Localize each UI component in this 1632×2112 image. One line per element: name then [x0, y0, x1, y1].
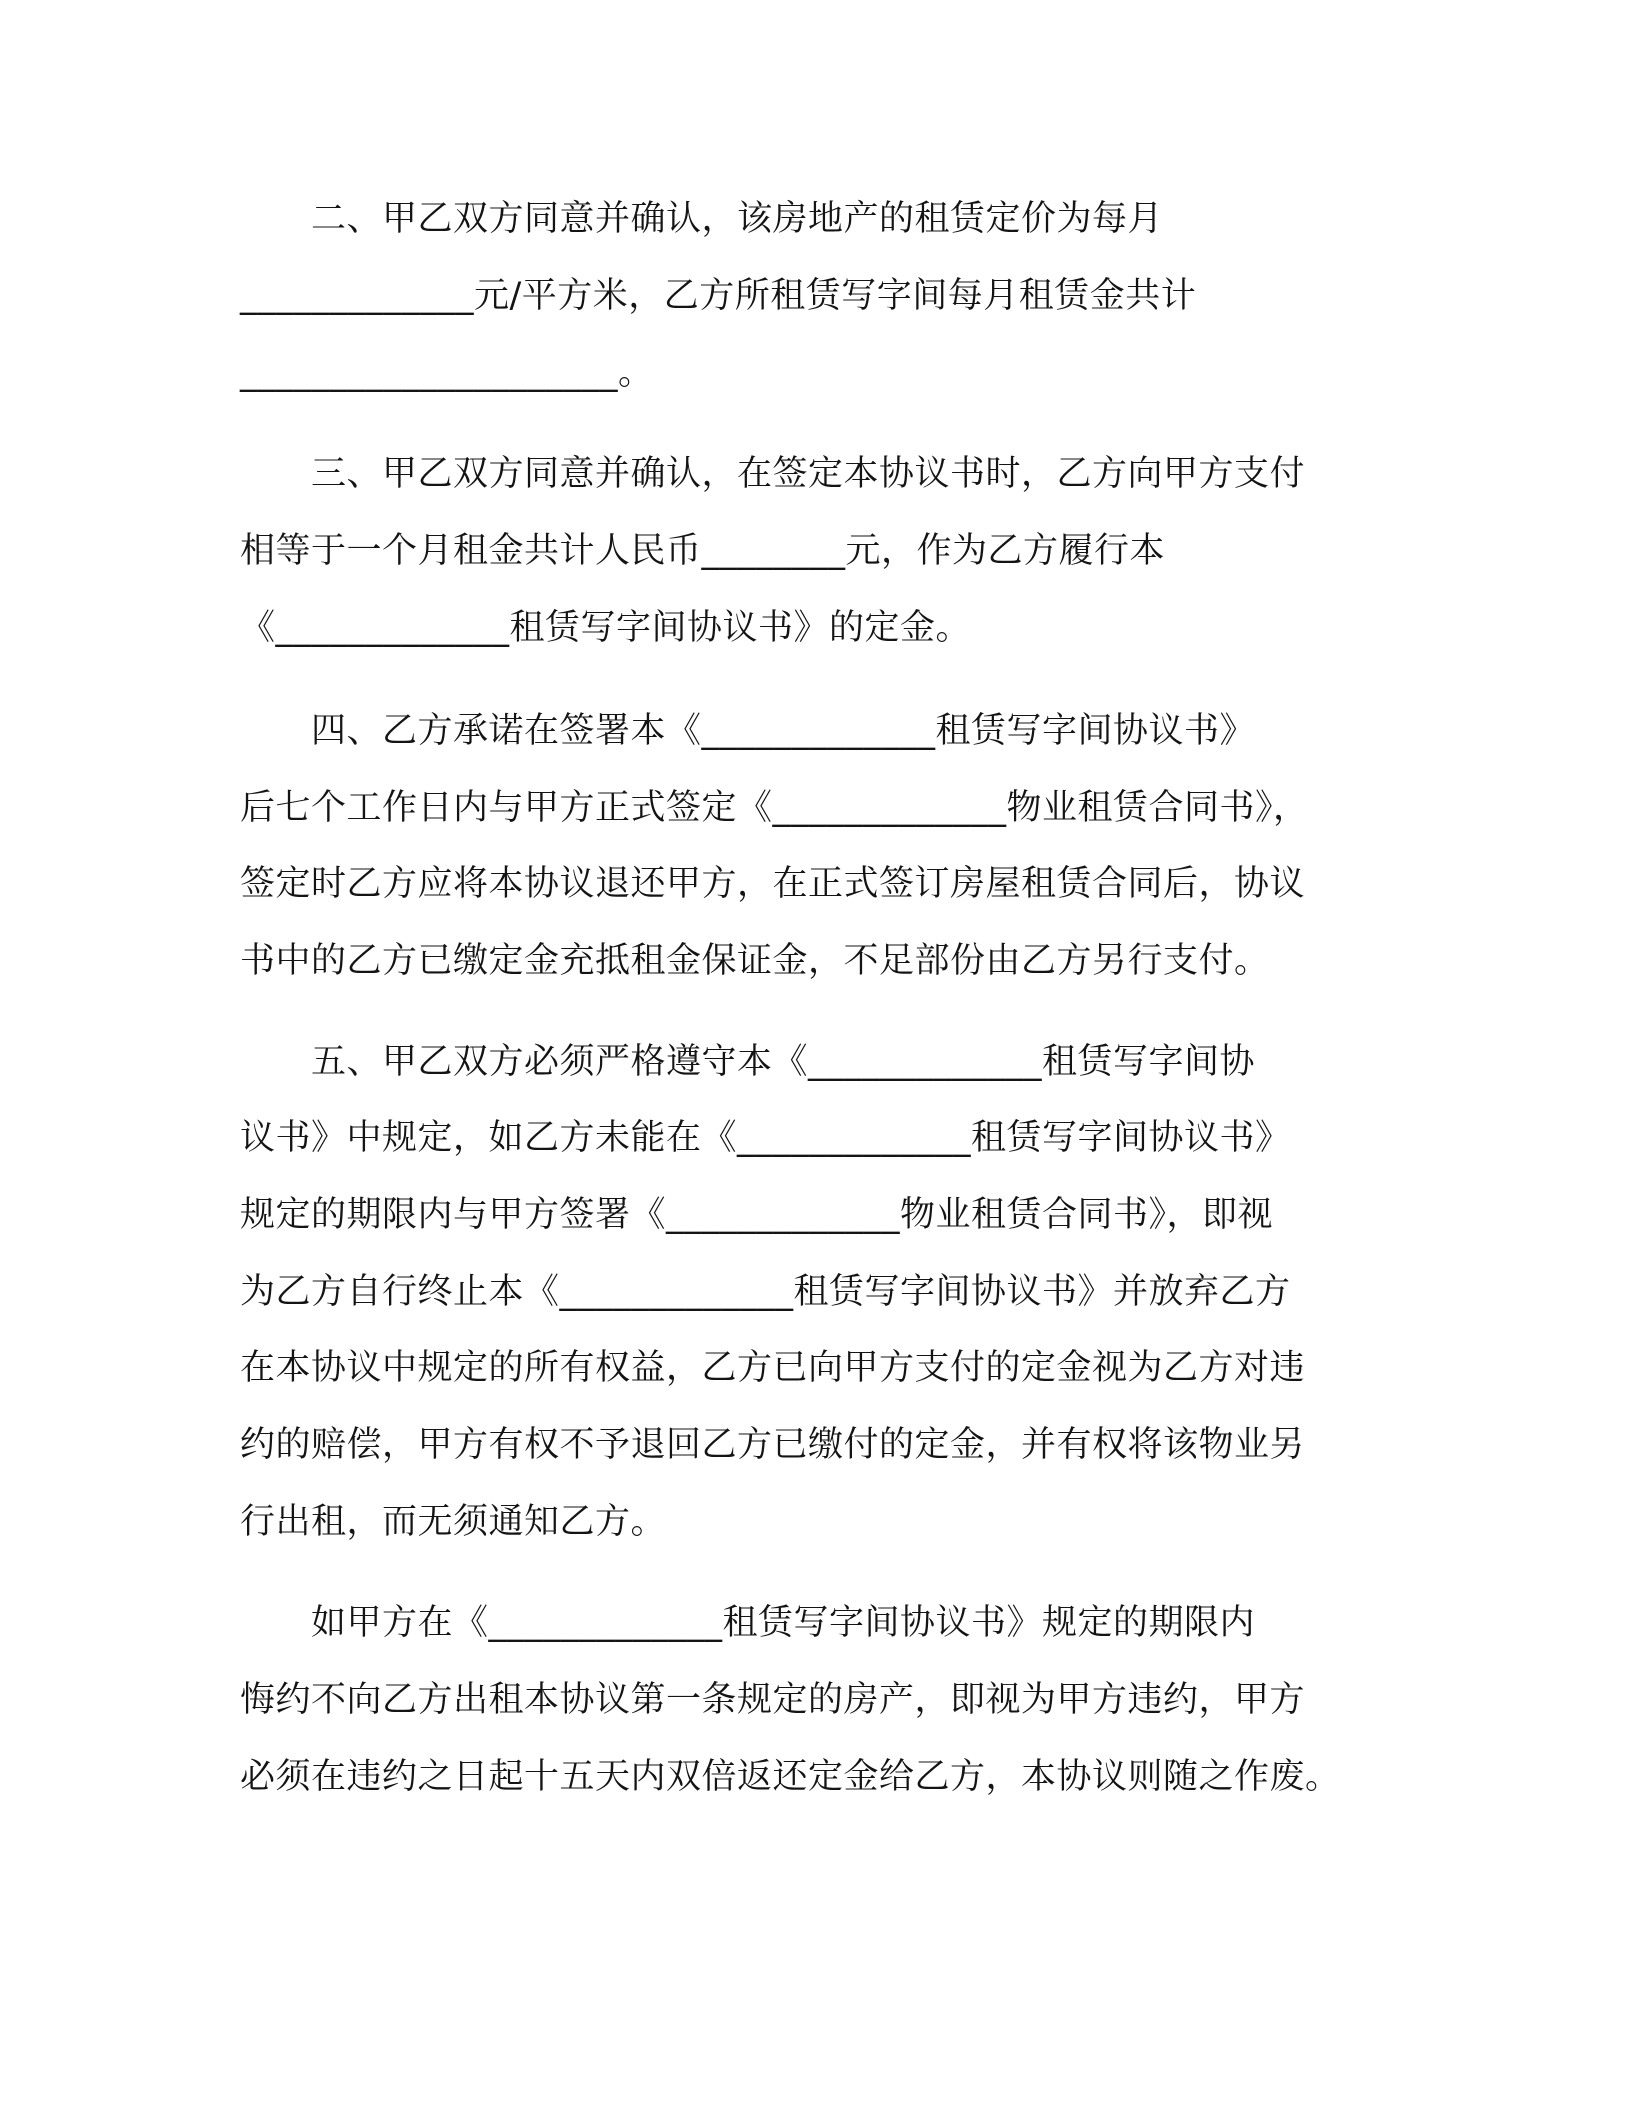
clause-6-line-1: 如甲方在《_____________租赁写字间协议书》规定的期限内 — [240, 1603, 1256, 1643]
clause-4-line-2: 后七个工作日内与甲方正式签定《_____________物业租赁合同书》， — [240, 788, 1309, 828]
clause-5-line-7: 行出租，而无须通知乙方。 — [240, 1502, 667, 1542]
clause-3-line-1: 三、甲乙双方同意并确认，在签定本协议书时，乙方向甲方支付 — [240, 454, 1306, 494]
clause-2-line-2: _____________元/平方米，乙方所租赁写字间每月租赁金共计 — [240, 276, 1197, 316]
clause-6-line-2: 悔约不向乙方出租本协议第一条规定的房产，即视为甲方违约，甲方 — [240, 1680, 1306, 1720]
clause-2-line-3: _____________________。 — [240, 353, 654, 393]
clause-5-line-4: 为乙方自行终止本《_____________租赁写字间协议书》并放弃乙方 — [240, 1272, 1291, 1312]
clause-5-line-5: 在本协议中规定的所有权益，乙方已向甲方支付的定金视为乙方对违 — [240, 1348, 1306, 1388]
clause-6-line-3: 必须在违约之日起十五天内双倍返还定金给乙方，本协议则随之作废。 — [240, 1757, 1341, 1797]
clause-3-line-2: 相等于一个月租金共计人民币________元，作为乙方履行本 — [240, 531, 1166, 571]
clause-5-line-1: 五、甲乙双方必须严格遵守本《_____________租赁写字间协 — [240, 1042, 1256, 1082]
clause-5-line-3: 规定的期限内与甲方签署《_____________物业租赁合同书》，即视 — [240, 1195, 1274, 1235]
clause-2-line-1: 二、甲乙双方同意并确认，该房地产的租赁定价为每月 — [240, 199, 1164, 239]
clause-5-line-6: 约的赔偿，甲方有权不予退回乙方已缴付的定金，并有权将该物业另 — [240, 1425, 1306, 1465]
clause-4-line-4: 书中的乙方已缴定金充抵租金保证金，不足部份由乙方另行支付。 — [240, 941, 1270, 981]
clause-3-line-3: 《_____________租赁写字间协议书》的定金。 — [240, 608, 972, 648]
clause-4-line-1: 四、乙方承诺在签署本《_____________租赁写字间协议书》 — [240, 711, 1256, 751]
clause-5-line-2: 议书》中规定，如乙方未能在《_____________租赁写字间协议书》 — [240, 1118, 1291, 1158]
clause-4-line-3: 签定时乙方应将本协议退还甲方，在正式签订房屋租赁合同后，协议 — [240, 864, 1306, 904]
